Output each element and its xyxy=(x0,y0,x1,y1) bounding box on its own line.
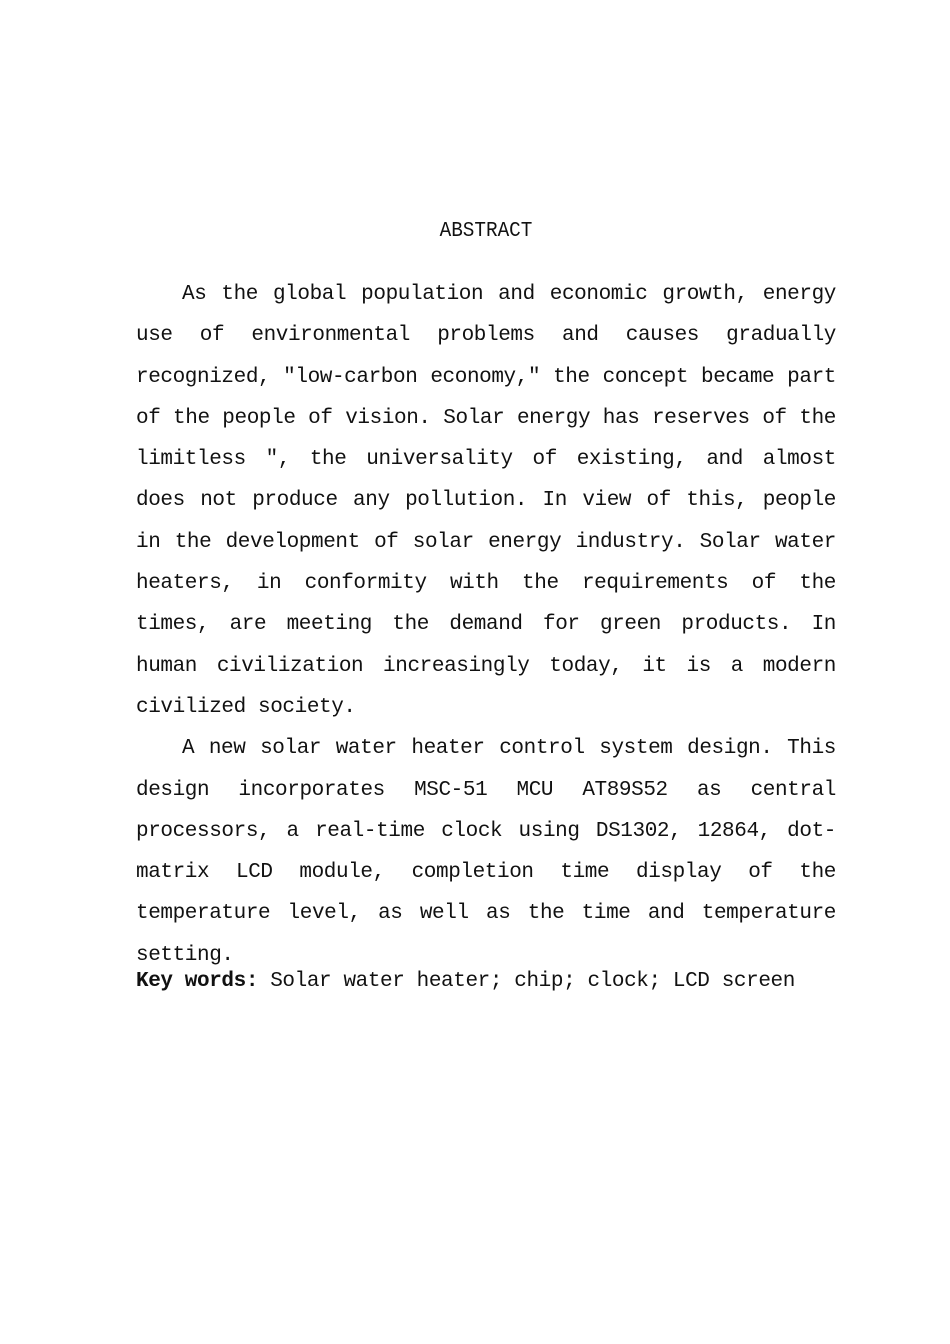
keywords-line xyxy=(136,966,836,998)
keywords-value: Solar water heater; chip; clock; LCD screen xyxy=(258,970,795,993)
keywords-label: Key words: xyxy=(136,970,259,993)
abstract-paragraph-2: A new solar water heater control system design. This design incorporates MSC-51 MCU AT89S52 as central processors, a real-time clock using DS1302, 12864, dot-matrix LCD module, completion time display of the temperature level, as well as the time and temperature setting. xyxy=(136,737,836,967)
abstract-title: ABSTRACT xyxy=(439,220,533,243)
abstract-paragraph-1: As the global population and economic growth, energy use of environmental problems and causes gradually recognized, ″low-carbon economy,″ the concept became part of the people of vision. Solar energy has reserves of the limitless ″, the universality of existing, and almost does not produce any pollution. In view of this, people in the development of solar energy industry. Solar water heaters, in conformity with the requirements of the times, are meeting the demand for green products. In human civilization increasingly today, it is a modern civilized society. xyxy=(136,283,836,719)
abstract-body xyxy=(136,274,836,976)
